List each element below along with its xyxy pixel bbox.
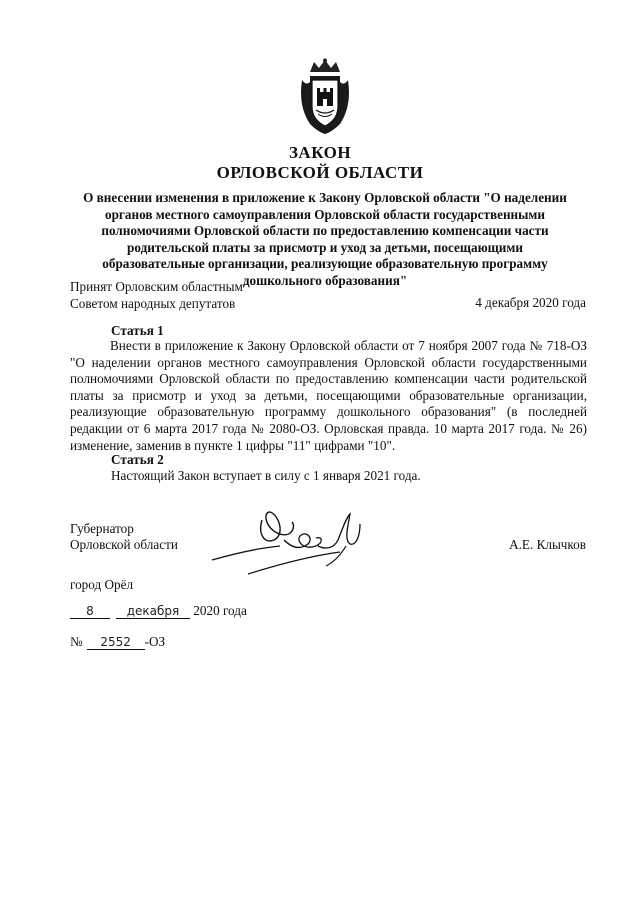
law-number-value: 2552 — [87, 635, 145, 650]
article-1-text — [70, 338, 587, 454]
article-2-heading: Статья 2 — [111, 452, 164, 467]
city-of-signing: город Орёл — [70, 577, 134, 592]
handwritten-signature — [200, 500, 380, 595]
coat-of-arms-icon — [296, 58, 354, 134]
article-1-heading: Статья 1 — [111, 323, 164, 338]
law-number — [70, 634, 165, 650]
number-sign: № — [70, 634, 83, 649]
document-type-title: ЗАКОН — [288, 143, 352, 162]
signatory-position-1: Губернатор — [70, 521, 134, 536]
signing-year: 2020 года — [193, 603, 247, 618]
signing-month: декабря — [116, 604, 190, 619]
signing-day: 8 — [70, 604, 110, 619]
article-1-body: Внести в приложение к Закону Орловской области от 7 ноября 2007 года № 718-ОЗ "О наделении органов местного самоуправления Орловской области государственными полномочиями Орловской области по предоставлению компенсации части родительской платы за присмотр и уход за детьми, посещающими образовательные организации, реализующие образовательную программу дошкольного образования" (в последней редакции от 6 марта 2017 года № 2080-ОЗ. Орловская правда. 10 марта 2017 года. № 26) изменение, заменив в пункте 1 цифры "11" цифрами "10". — [70, 338, 587, 453]
adoption-line-2: Советом народных депутатов — [70, 295, 236, 311]
signatory-position-2: Орловской области — [70, 537, 178, 552]
law-subject: О внесении изменения в приложение к Закону Орловской области "О наделении органов местного самоуправления Орловской области государственными полномочиями Орловской области по предоставлению компенсации части родительской платы за присмотр и уход за детьми, посещающими образовательные организации, реализующие образовательную программу дошкольного образования" — [83, 190, 567, 288]
region-title: ОРЛОВСКОЙ ОБЛАСТИ — [216, 163, 424, 182]
adoption-date: 4 декабря 2020 года — [475, 295, 586, 310]
adoption-line-1: Принят Орловским областным — [70, 279, 243, 294]
signing-date — [70, 603, 247, 619]
law-number-suffix: -ОЗ — [144, 634, 166, 649]
signatory-name: А.Е. Клычков — [509, 537, 586, 552]
adoption-body — [70, 279, 243, 312]
article-2-text: Настоящий Закон вступает в силу с 1 января 2021 года. — [111, 468, 421, 483]
